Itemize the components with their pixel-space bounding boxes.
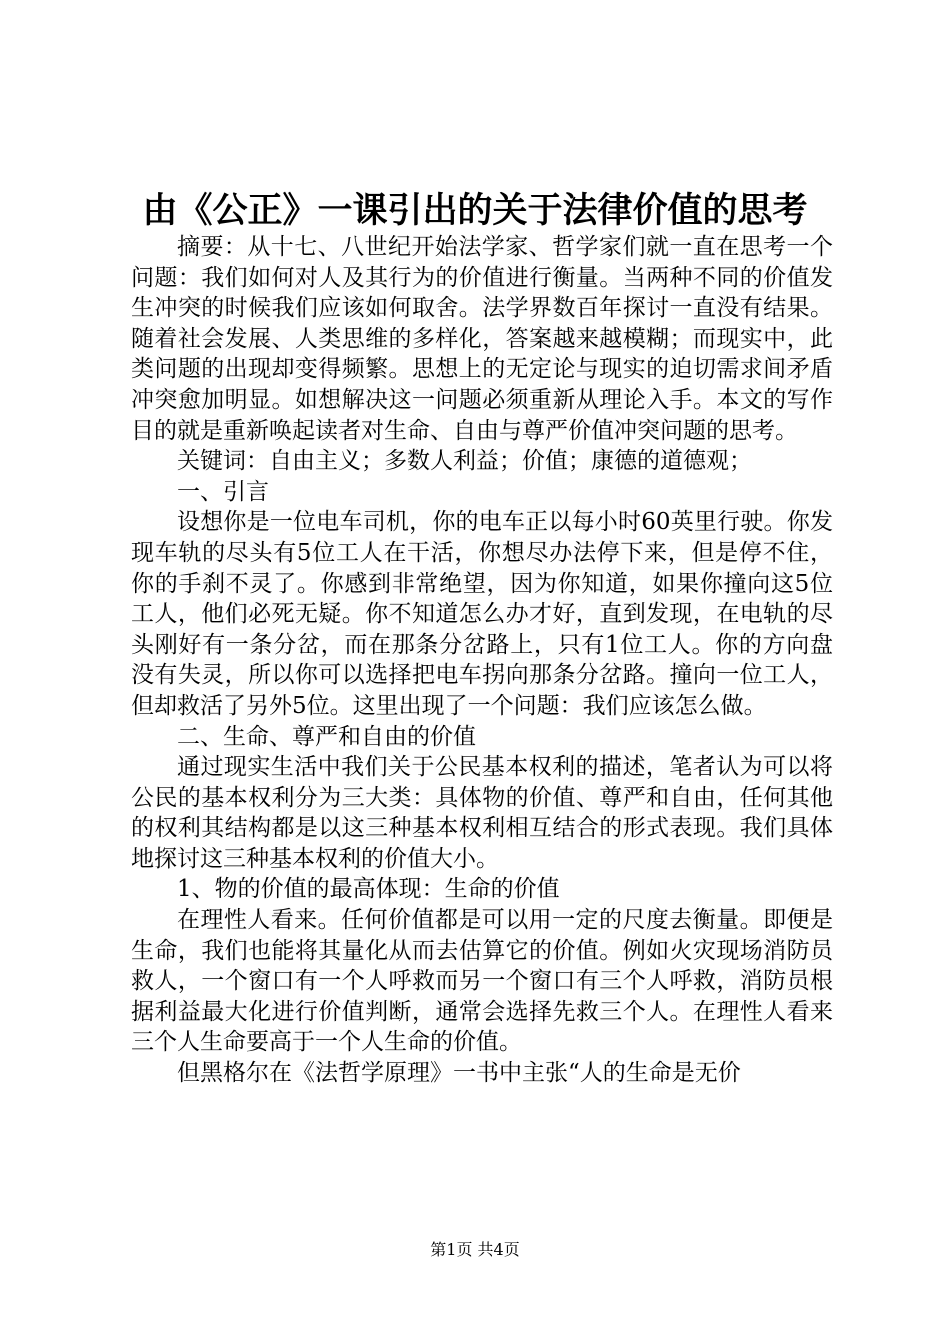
page-number-footer: 第1页 共4页 [430,1240,520,1259]
values-paragraph: 通过现实生活中我们关于公民基本权利的描述，笔者认为可以将公民的基本权利分为三大类：具体物的价值、尊严和自由，任何其他的权利其结构都是以这三种基本权利相互结合的形式表现。我们具体地探讨这三种基本权利的价值大小。 [131,754,833,872]
section-heading-values: 二、生命、尊严和自由的价值 [177,723,476,750]
document-body [131,232,833,1089]
hegel-paragraph: 但黑格尔在《法哲学原理》一书中主张“人的生命是无价 [177,1060,741,1087]
document-title: 由《公正》一课引出的关于法律价值的思考 [142,190,808,231]
subsection-heading-life-value: 1、物的价值的最高体现：生命的价值 [177,876,560,903]
introduction-paragraph: 设想你是一位电车司机，你的电车正以每小时60英里行驶。你发现车轨的尽头有5位工人在干活，你想尽办法停下来，但是停不住，你的手刹不灵了。你感到非常绝望，因为你知道，如果你撞向这5位工人，他们必死无疑。你不知道怎么办才好，直到发现，在电轨的尽头刚好有一条分岔，而在那条分岔路上，只有1位工人。你的方向盘没有失灵，所以你可以选择把电车拐向那条分岔路。撞向一位工人，但却救活了另外5位。这里出现了一个问题：我们应该怎么做。 [131,509,833,719]
keywords-paragraph: 关键词：自由主义；多数人利益；价值；康德的道德观； [177,448,752,475]
abstract-paragraph: 摘要：从十七、八世纪开始法学家、哲学家们就一直在思考一个问题：我们如何对人及其行为的价值进行衡量。当两种不同的价值发生冲突的时候我们应该如何取舍。法学界数百年探讨一直没有结果。随着社会发展、人类思维的多样化，答案越来越模糊；而现实中，此类问题的出现却变得频繁。思想上的无定论与现实的迫切需求间矛盾冲突愈加明显。如想解决这一问题必须重新从理论入手。本文的写作目的就是重新唤起读者对生命、自由与尊严价值冲突问题的思考。 [131,234,833,444]
section-heading-introduction: 一、引言 [177,478,269,505]
life-value-paragraph: 在理性人看来。任何价值都是可以用一定的尺度去衡量。即便是生命，我们也能将其量化从而去估算它的价值。例如火灾现场消防员救人，一个窗口有一个人呼救而另一个窗口有三个人呼救，消防员根据利益最大化进行价值判断，通常会选择先救三个人。在理性人看来三个人生命要高于一个人生命的价值。 [131,907,833,1056]
